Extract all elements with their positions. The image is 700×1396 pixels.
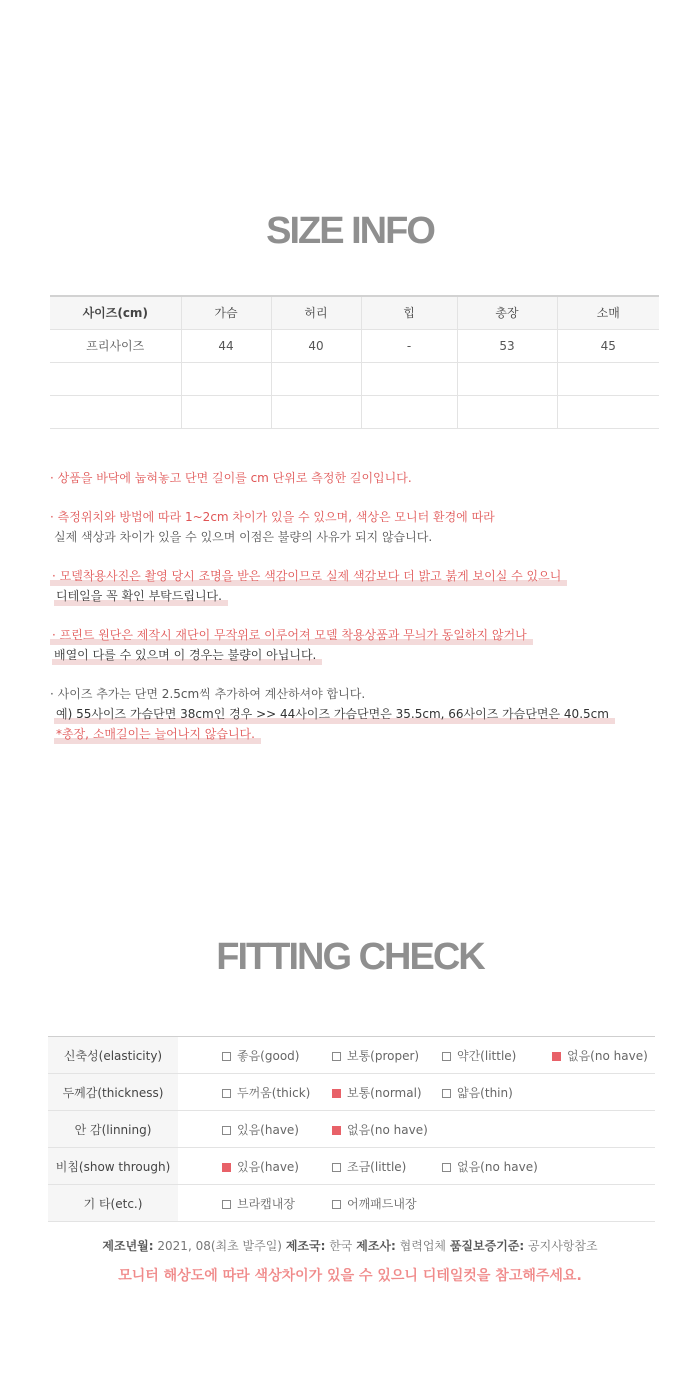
note-measurement [50,468,670,488]
fitting-row-etc [48,1185,655,1222]
fitting-label: 신축성(elasticity) [48,1037,178,1074]
fitting-option[interactable] [442,1158,552,1175]
note-print-fabric [50,625,670,665]
monitor-warning: 모니터 해상도에 따라 색상차이가 있을 수 있으니 디테일컷을 참고해주세요. [118,1268,582,1284]
size-cell [271,362,361,395]
option-label: 어깨패드내장 [347,1196,417,1211]
fitting-options [178,1111,655,1148]
note-variance [50,507,670,547]
size-cell [181,362,271,395]
size-cell: 53 [457,329,557,362]
fitting-option[interactable] [332,1047,442,1064]
size-cell [271,395,361,428]
table-row [50,362,659,395]
product-info-line [0,1237,700,1254]
note-text: · 상품을 바닥에 눕혀놓고 단면 길이를 cm 단위로 측정한 길이입니다. [50,471,412,485]
option-label: 없음(no have) [457,1159,538,1174]
size-cell [557,362,659,395]
fitting-option[interactable] [332,1121,442,1138]
checkbox-icon[interactable] [332,1052,341,1061]
checkbox-icon[interactable] [442,1052,451,1061]
checkbox-checked-icon[interactable] [332,1089,341,1098]
checkbox-icon[interactable] [332,1200,341,1209]
note-text-highlight: · 모델착용사진은 촬영 당시 조명을 받은 색감이므로 실제 색감보다 더 밝고 붉게 보이실 수 있으니 [50,566,567,586]
option-label: 브라캡내장 [237,1196,295,1211]
fitting-option[interactable] [222,1084,332,1101]
size-cell: 프리사이즈 [50,329,181,362]
size-cell [50,395,181,428]
option-label: 보통(proper) [347,1048,420,1063]
checkbox-icon[interactable] [222,1089,231,1098]
checkbox-icon[interactable] [222,1200,231,1209]
checkbox-icon[interactable] [222,1126,231,1135]
fitting-row-thickness [48,1074,655,1111]
fitting-row-show-through [48,1148,655,1185]
fitting-options [178,1074,655,1111]
size-cell: - [361,329,457,362]
size-header-cell: 소매 [557,296,659,329]
info-label: 제조국: [285,1239,326,1253]
option-label: 두꺼움(thick) [237,1085,311,1100]
info-value: 한국 [329,1239,353,1253]
fitting-check-heading: FITTING CHECK [216,936,484,978]
fitting-option[interactable] [222,1047,332,1064]
fitting-option[interactable] [222,1121,332,1138]
info-value: 2021, 08(최초 발주일) [157,1239,282,1253]
fitting-option[interactable] [332,1158,442,1175]
option-label: 약간(little) [457,1048,517,1063]
size-cell [181,395,271,428]
size-cell [361,362,457,395]
fitting-option[interactable] [442,1047,552,1064]
fitting-label: 두께감(thickness) [48,1074,178,1111]
size-header-cell: 가슴 [181,296,271,329]
checkbox-icon[interactable] [332,1163,341,1172]
size-notes [50,468,670,763]
fitting-options [178,1185,655,1222]
checkbox-icon[interactable] [222,1052,231,1061]
note-text-highlight: · 프린트 원단은 제작시 재단이 무작위로 이루어져 모델 착용상품과 무늬가 동일하지 않거나 [50,625,533,645]
note-text: · 사이즈 추가는 단면 2.5cm씩 추가하여 계산하셔야 합니다. [50,687,366,701]
checkbox-checked-icon[interactable] [222,1163,231,1172]
checkbox-icon[interactable] [442,1089,451,1098]
size-cell: 40 [271,329,361,362]
info-value: 협력업체 [399,1239,447,1253]
note-text: 실제 색상과 차이가 있을 수 있으며 이점은 불량의 사유가 되지 않습니다. [54,530,433,544]
table-row [50,329,659,362]
option-label: 조금(little) [347,1159,407,1174]
option-label: 얇음(thin) [457,1085,513,1100]
size-header-cell: 허리 [271,296,361,329]
size-cell: 44 [181,329,271,362]
note-size-add [50,684,670,744]
size-header-cell: 힙 [361,296,457,329]
size-table-header-row [50,296,659,329]
fitting-label: 안 감(linning) [48,1111,178,1148]
note-text-highlight: 디테일을 꼭 확인 부탁드립니다. [54,586,228,606]
info-value: 공지사항참조 [528,1239,598,1253]
note-text-highlight: 배열이 다를 수 있으며 이 경우는 불량이 아닙니다. [52,645,322,665]
size-cell [50,362,181,395]
size-header-cell: 사이즈(cm) [50,296,181,329]
fitting-label: 기 타(etc.) [48,1185,178,1222]
option-label: 있음(have) [237,1159,299,1174]
option-label: 있음(have) [237,1122,299,1137]
fitting-option[interactable] [222,1195,332,1212]
fitting-option[interactable] [222,1158,332,1175]
size-cell [557,395,659,428]
fitting-label: 비침(show through) [48,1148,178,1185]
fitting-table [48,1036,655,1222]
fitting-option[interactable] [442,1084,552,1101]
size-header-cell: 총장 [457,296,557,329]
info-label: 품질보증기준: [449,1239,525,1253]
fitting-option[interactable] [332,1195,442,1212]
fitting-options [178,1148,655,1185]
fitting-row-elasticity [48,1037,655,1074]
fitting-option[interactable] [552,1047,662,1064]
option-label: 보통(normal) [347,1085,422,1100]
fitting-row-lining [48,1111,655,1148]
option-label: 좋음(good) [237,1048,300,1063]
table-row [50,395,659,428]
info-label: 제조사: [356,1239,396,1253]
size-cell: 45 [557,329,659,362]
size-cell [457,395,557,428]
note-text-highlight: 예) 55사이즈 가슴단면 38cm인 경우 >> 44사이즈 가슴단면은 35.5cm, 66사이즈 가슴단면은 40.5cm [54,704,615,724]
size-table [50,295,659,429]
note-model-photo [50,566,670,606]
fitting-option[interactable] [332,1084,442,1101]
info-label: 제조년월: [102,1239,154,1253]
size-cell [457,362,557,395]
checkbox-checked-icon[interactable] [332,1126,341,1135]
option-label: 없음(no have) [567,1048,648,1063]
size-cell [361,395,457,428]
checkbox-icon[interactable] [442,1163,451,1172]
note-text: · 측정위치와 방법에 따라 1~2cm 차이가 있을 수 있으며, 색상은 모니터 환경에 따라 [50,510,495,524]
size-info-heading: SIZE INFO [266,210,434,252]
option-label: 없음(no have) [347,1122,428,1137]
fitting-options [178,1037,655,1074]
checkbox-checked-icon[interactable] [552,1052,561,1061]
note-text-highlight: *총장, 소매길이는 늘어나지 않습니다. [54,724,261,744]
